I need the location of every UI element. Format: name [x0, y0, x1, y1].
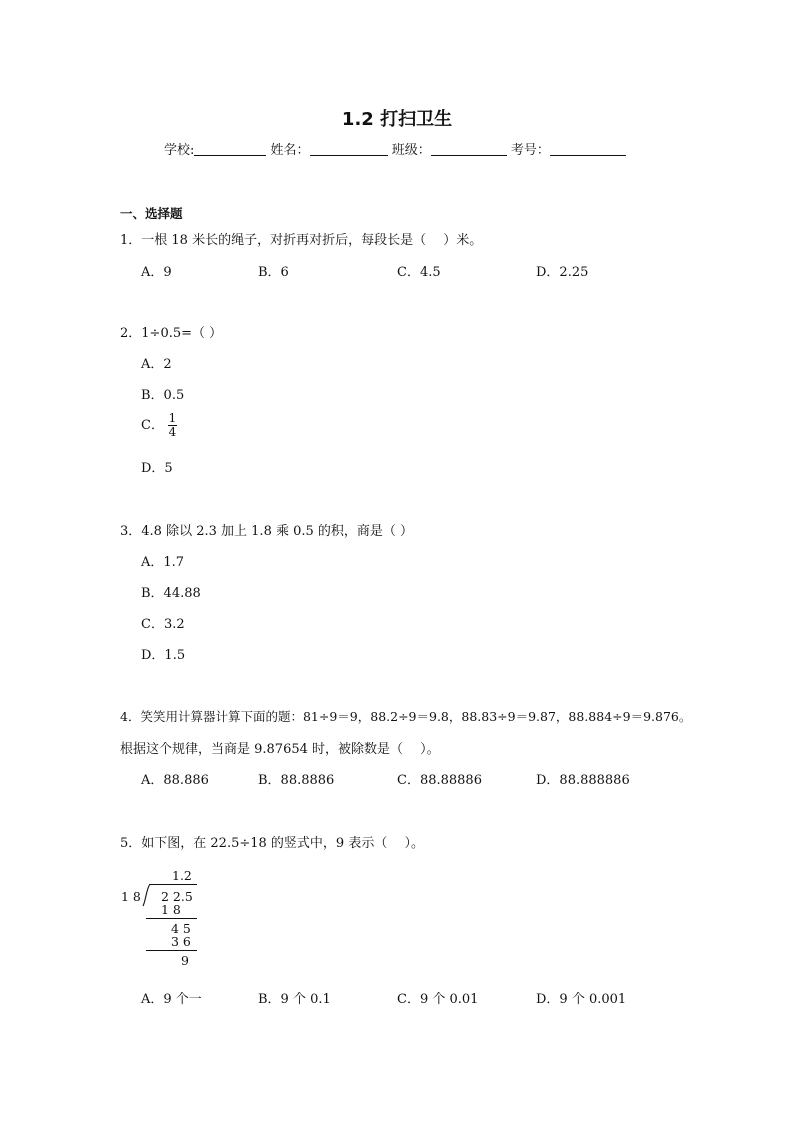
fraction-numerator: 1: [168, 411, 177, 425]
division-dividend: 2 2.5: [161, 889, 193, 904]
question-1: [120, 229, 482, 248]
fraction: [168, 412, 177, 439]
school-label: 学校:: [164, 143, 195, 158]
q4-option-d[interactable]: D．88.888886: [536, 773, 630, 788]
division-step2-product: 3 6: [171, 934, 191, 949]
q3-option-d[interactable]: D．1.5: [141, 648, 186, 663]
question-text: 4.8 除以 2.3 加上 1.8 乘 0.5 的积，商是（ ）: [141, 524, 414, 539]
exam-no-blank[interactable]: [550, 141, 626, 156]
question-number: 5．: [120, 836, 142, 851]
q2-option-c[interactable]: [141, 412, 177, 439]
q1-option-c[interactable]: C．4.5: [397, 265, 441, 280]
division-bracket-icon: [141, 883, 151, 907]
section-title: 一、选择题: [120, 206, 183, 221]
q1-option-d[interactable]: D．2.25: [536, 265, 589, 280]
question-text: 笑笑用计算器计算下面的题：81÷9＝9，88.2÷9＝9.8，88.83÷9＝9.87，88.884÷9＝9.876。: [140, 709, 692, 724]
question-4-line2: 根据这个规律，当商是 9.87654 时，被除数是（ ）。: [120, 742, 440, 757]
page-title: 1.2 打扫卫生: [341, 109, 453, 130]
q4-option-b[interactable]: B．88.8886: [258, 773, 335, 788]
q3-option-b[interactable]: B．44.88: [141, 586, 201, 601]
division-rule-1: [146, 918, 197, 919]
q1-option-b[interactable]: B．6: [258, 265, 289, 280]
option-label: C．: [141, 418, 164, 433]
class-label: 班级：: [391, 143, 431, 158]
question-4: [120, 707, 691, 725]
division-quotient: 1.2: [172, 868, 192, 883]
question-text: 如下图，在 22.5÷18 的竖式中，9 表示（ ）。: [141, 836, 424, 851]
division-divisor: 1 8: [121, 889, 141, 904]
question-text: 1÷0.5=（ ）: [141, 326, 223, 341]
division-rule-2: [146, 950, 197, 951]
question-2: [120, 322, 222, 341]
name-label: 姓名：: [270, 143, 310, 158]
exam-no-label: 考号：: [510, 143, 550, 158]
student-info-row: [164, 139, 626, 158]
question-5: [120, 832, 424, 851]
q1-option-a[interactable]: A．9: [141, 265, 172, 280]
q5-option-c[interactable]: C．9 个 0.01: [397, 992, 479, 1007]
q4-option-a[interactable]: A．88.886: [141, 773, 209, 788]
fraction-denominator: 4: [168, 425, 177, 439]
q5-option-b[interactable]: B．9 个 0.1: [258, 992, 331, 1007]
question-number: 2．: [120, 326, 142, 341]
q5-option-a[interactable]: A．9 个一: [141, 992, 202, 1007]
division-step1-remainder: 4 5: [171, 921, 191, 936]
question-text: 一根 18 米长的绳子，对折再对折后，每段长是（ ）米。: [141, 233, 483, 248]
question-3: [120, 520, 413, 539]
name-blank[interactable]: [310, 141, 388, 156]
q2-option-a[interactable]: A．2: [141, 357, 172, 372]
class-blank[interactable]: [431, 141, 507, 156]
school-blank[interactable]: [194, 141, 266, 156]
q3-option-c[interactable]: C．3.2: [141, 617, 185, 632]
question-number: 4．: [120, 709, 141, 724]
division-step1-product: 1 8: [161, 902, 181, 917]
q2-option-b[interactable]: B．0.5: [141, 388, 185, 403]
q2-option-d[interactable]: D．5: [141, 461, 173, 476]
q4-option-c[interactable]: C．88.88886: [397, 773, 482, 788]
q3-option-a[interactable]: A．1.7: [141, 555, 185, 570]
question-number: 1．: [120, 233, 142, 248]
question-number: 3．: [120, 524, 142, 539]
q5-option-d[interactable]: D．9 个 0.001: [536, 992, 627, 1007]
division-remainder: 9: [181, 953, 189, 968]
division-bar: [150, 884, 197, 885]
